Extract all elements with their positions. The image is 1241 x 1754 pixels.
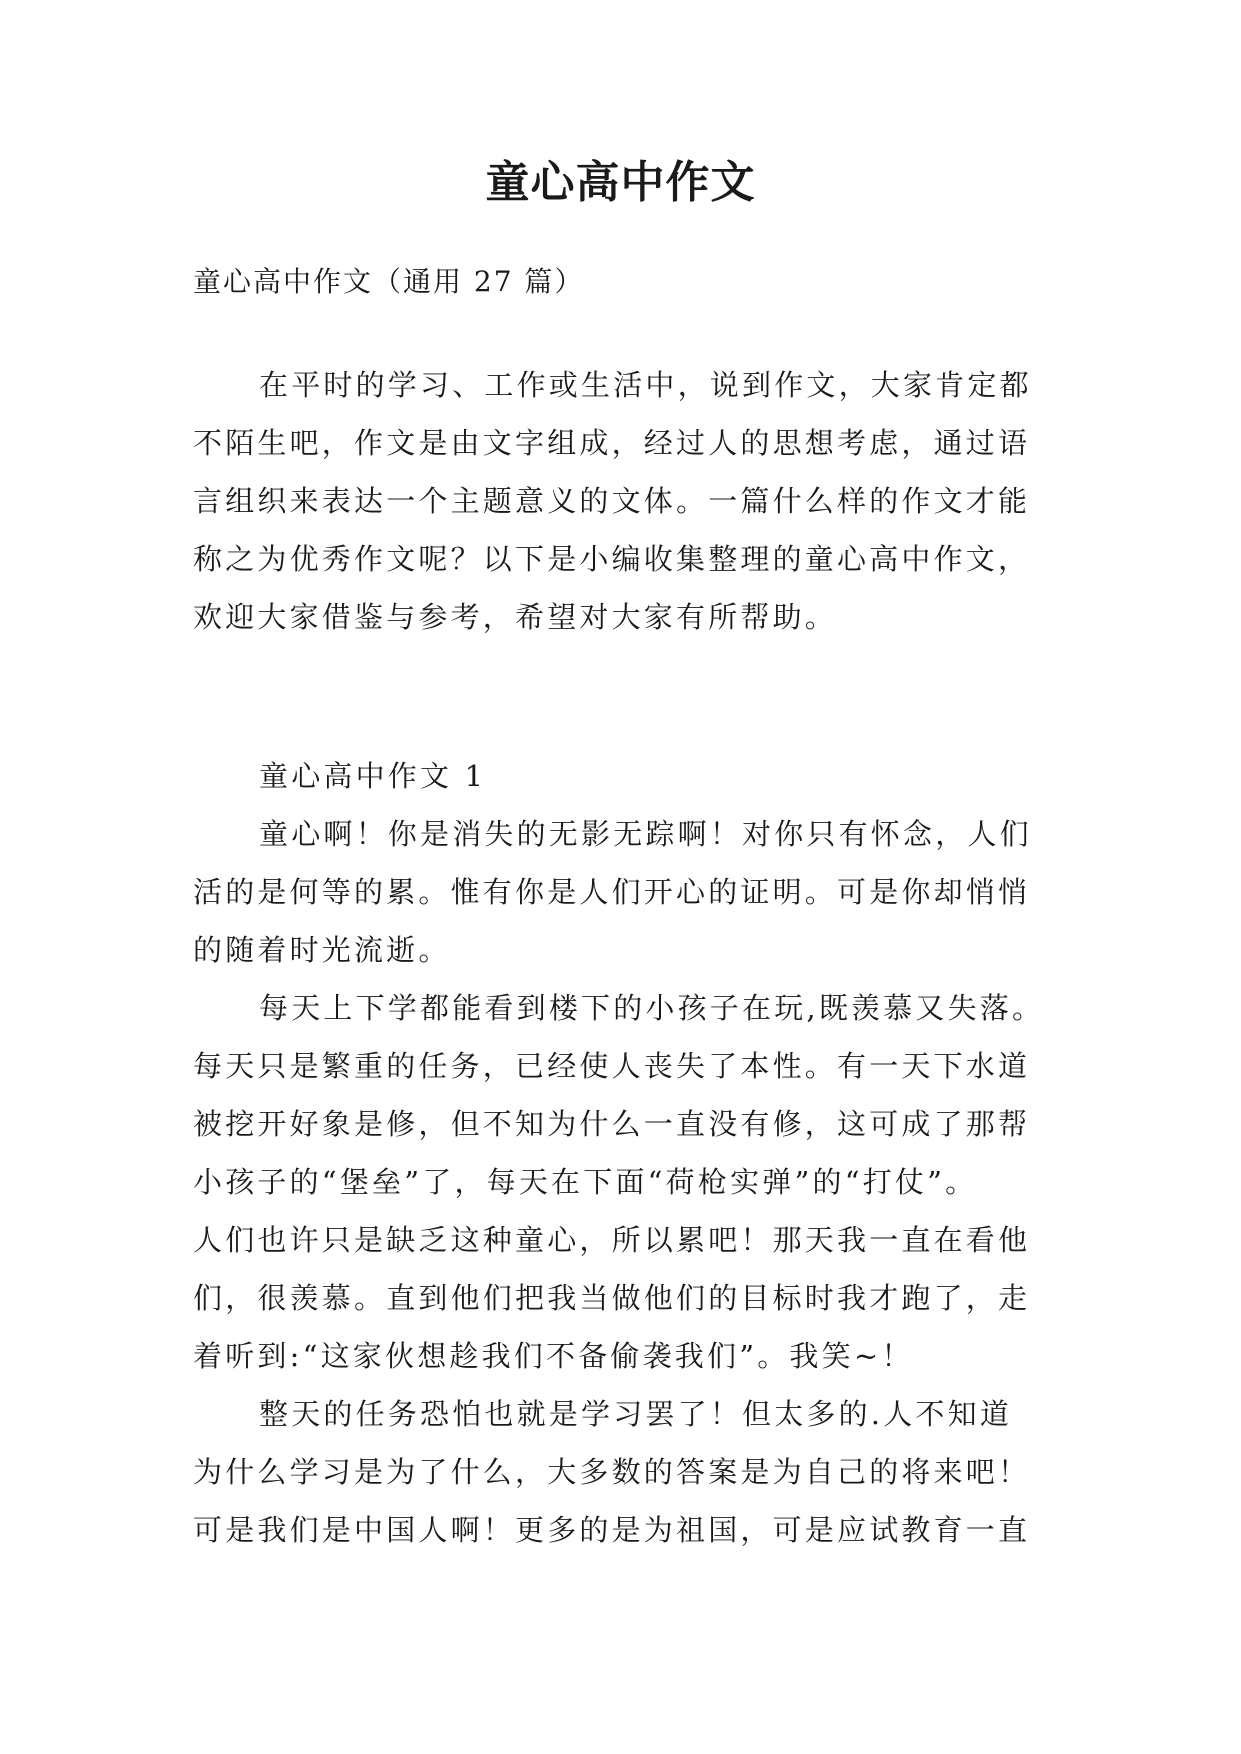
essay-line: 为什么学习是为了什么，大多数的答案是为自己的将来吧！ xyxy=(193,1455,1031,1489)
essay-line: 整天的任务恐怕也就是学习罢了！但太多的.人不知道 xyxy=(259,1397,1013,1431)
intro-line: 称之为优秀作文呢？以下是小编收集整理的童心高中作文， xyxy=(193,542,1031,576)
intro-line: 在平时的学习、工作或生活中，说到作文，大家肯定都 xyxy=(259,368,1032,402)
document-title: 童心高中作文 xyxy=(485,157,756,208)
essay-heading: 童心高中作文 1 xyxy=(259,759,487,793)
essay-line: 每天上下学都能看到楼下的小孩子在玩,既羡慕又失落。 xyxy=(259,991,1045,1025)
intro-paragraph xyxy=(193,356,1053,646)
essay-line: 的随着时光流逝。 xyxy=(193,933,451,967)
essay-line: 小孩子的“堡垒”了，每天在下面“荷枪实弹”的“打仗”。 xyxy=(193,1165,978,1199)
intro-line: 不陌生吧，作文是由文字组成，经过人的思想考虑，通过语 xyxy=(193,426,1031,460)
essay-line: 童心啊！你是消失的无影无踪啊！对你只有怀念，人们 xyxy=(259,817,1032,851)
document-subtitle: 童心高中作文（通用 27 篇） xyxy=(193,265,585,298)
essay-line: 人们也许只是缺乏这种童心，所以累吧！那天我一直在看他 xyxy=(193,1223,1031,1257)
essay-line: 可是我们是中国人啊！更多的是为祖国，可是应试教育一直 xyxy=(193,1513,1031,1547)
essay-line: 着听到:“这家伙想趁我们不备偷袭我们”。我笑~！ xyxy=(193,1339,914,1373)
essay-body xyxy=(193,747,1053,1559)
intro-line: 言组织来表达一个主题意义的文体。一篇什么样的作文才能 xyxy=(193,484,1031,518)
intro-line: 欢迎大家借鉴与参考，希望对大家有所帮助。 xyxy=(193,600,838,634)
essay-line: 每天只是繁重的任务，已经使人丧失了本性。有一天下水道 xyxy=(193,1049,1031,1083)
essay-line: 活的是何等的累。惟有你是人们开心的证明。可是你却悄悄 xyxy=(193,875,1031,909)
essay-line: 们，很羡慕。直到他们把我当做他们的目标时我才跑了，走 xyxy=(193,1281,1031,1315)
essay-line: 被挖开好象是修，但不知为什么一直没有修，这可成了那帮 xyxy=(193,1107,1031,1141)
